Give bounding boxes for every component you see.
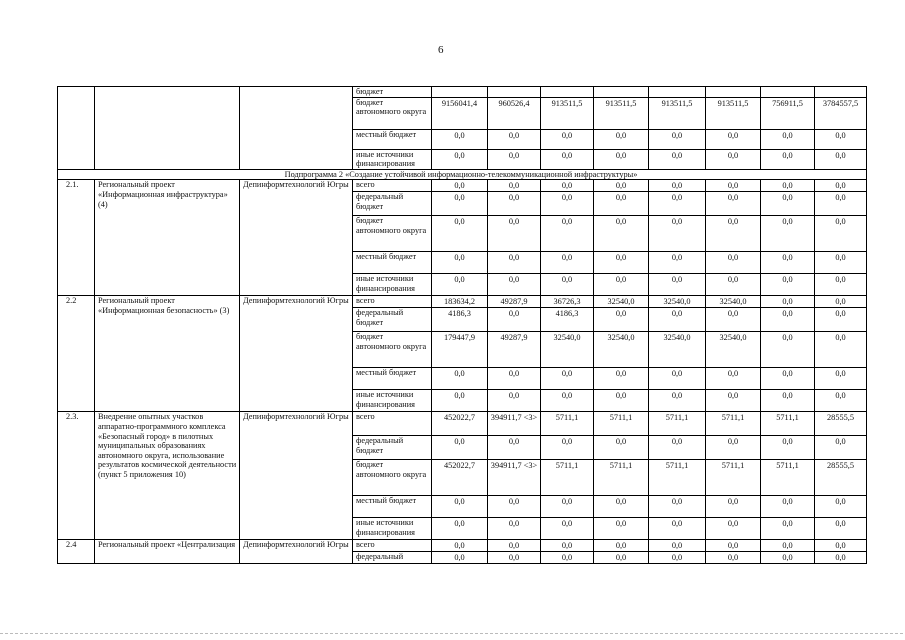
value-cell: 0,0: [594, 518, 649, 540]
value-cell: 5711,1: [649, 460, 706, 496]
value-cell: 0,0: [761, 192, 815, 216]
value-cell: 0,0: [761, 518, 815, 540]
value-cell: 0,0: [815, 368, 867, 390]
source-cell: бюджет автономного округа: [353, 460, 432, 496]
value-cell: 0,0: [541, 390, 594, 412]
value-cell: 0,0: [432, 252, 488, 274]
source-cell: местный бюджет: [353, 129, 432, 149]
value-cell: 0,0: [432, 129, 488, 149]
source-cell: бюджет: [353, 87, 432, 98]
page-number: 6: [438, 44, 444, 56]
value-cell: 452022,7: [432, 460, 488, 496]
row-executor-cell: Депинформтехнологий Югры: [240, 296, 353, 412]
value-cell: 0,0: [488, 496, 541, 518]
value-cell: 0,0: [541, 129, 594, 149]
value-cell: 0,0: [706, 540, 761, 552]
value-cell: 0,0: [541, 192, 594, 216]
value-cell: 32540,0: [649, 332, 706, 368]
value-cell: 32540,0: [594, 296, 649, 308]
value-cell: 32540,0: [594, 332, 649, 368]
value-cell: 0,0: [761, 180, 815, 192]
value-cell: [488, 87, 541, 98]
value-cell: 0,0: [488, 149, 541, 169]
value-cell: 0,0: [649, 192, 706, 216]
value-cell: 5711,1: [541, 412, 594, 436]
source-cell: федеральный бюджет: [353, 308, 432, 332]
value-cell: 0,0: [594, 496, 649, 518]
value-cell: 0,0: [706, 149, 761, 169]
value-cell: 0,0: [488, 216, 541, 252]
value-cell: 0,0: [488, 390, 541, 412]
value-cell: [761, 87, 815, 98]
value-cell: [815, 87, 867, 98]
value-cell: 0,0: [432, 390, 488, 412]
value-cell: 0,0: [815, 180, 867, 192]
value-cell: 0,0: [432, 192, 488, 216]
value-cell: 0,0: [432, 496, 488, 518]
value-cell: 0,0: [815, 296, 867, 308]
row-executor-cell: Депинформтехнологий Югры: [240, 540, 353, 563]
budget-table: [57, 86, 867, 564]
value-cell: 0,0: [541, 540, 594, 552]
source-cell: всего: [353, 180, 432, 192]
value-cell: 0,0: [649, 216, 706, 252]
value-cell: 0,0: [541, 496, 594, 518]
row-name-cell: Внедрение опытных участков аппаратно-программного комплекса «Безопасный город» в пилотных муниципальных образованиях автономного округа, использование результатов космической деятельности (пункт 5 приложения 10): [95, 412, 240, 540]
value-cell: 0,0: [594, 551, 649, 563]
value-cell: 0,0: [594, 149, 649, 169]
value-cell: 0,0: [594, 368, 649, 390]
value-cell: 0,0: [649, 129, 706, 149]
value-cell: 28555,5: [815, 460, 867, 496]
value-cell: 0,0: [594, 540, 649, 552]
value-cell: 0,0: [815, 518, 867, 540]
value-cell: [541, 87, 594, 98]
table-row: [58, 412, 867, 436]
value-cell: [594, 87, 649, 98]
value-cell: 0,0: [649, 308, 706, 332]
value-cell: 5711,1: [649, 412, 706, 436]
value-cell: 5711,1: [761, 460, 815, 496]
value-cell: 0,0: [761, 496, 815, 518]
value-cell: 0,0: [706, 551, 761, 563]
value-cell: 0,0: [706, 180, 761, 192]
value-cell: 0,0: [649, 436, 706, 460]
value-cell: 452022,7: [432, 412, 488, 436]
value-cell: 179447,9: [432, 332, 488, 368]
value-cell: 0,0: [541, 252, 594, 274]
source-cell: бюджет автономного округа: [353, 97, 432, 129]
source-cell: местный бюджет: [353, 496, 432, 518]
source-cell: бюджет автономного округа: [353, 216, 432, 252]
value-cell: 0,0: [649, 252, 706, 274]
value-cell: 5711,1: [761, 412, 815, 436]
value-cell: 0,0: [649, 496, 706, 518]
value-cell: 0,0: [541, 436, 594, 460]
value-cell: 0,0: [488, 308, 541, 332]
value-cell: 0,0: [815, 216, 867, 252]
value-cell: 0,0: [432, 551, 488, 563]
value-cell: 0,0: [432, 149, 488, 169]
value-cell: 0,0: [761, 216, 815, 252]
source-cell: федеральный бюджет: [353, 192, 432, 216]
value-cell: 0,0: [761, 149, 815, 169]
row-name-cell: Региональный проект «Централизация: [95, 540, 240, 563]
value-cell: 0,0: [541, 180, 594, 192]
value-cell: 0,0: [815, 274, 867, 296]
value-cell: 4186,3: [432, 308, 488, 332]
value-cell: 0,0: [541, 518, 594, 540]
value-cell: 0,0: [594, 129, 649, 149]
value-cell: 0,0: [706, 496, 761, 518]
value-cell: 183634,2: [432, 296, 488, 308]
source-cell: иные источники финансирования: [353, 518, 432, 540]
value-cell: 0,0: [432, 368, 488, 390]
value-cell: 0,0: [649, 390, 706, 412]
value-cell: 394911,7 <3>: [488, 412, 541, 436]
value-cell: 0,0: [706, 390, 761, 412]
value-cell: 28555,5: [815, 412, 867, 436]
value-cell: 0,0: [761, 252, 815, 274]
value-cell: 5711,1: [594, 460, 649, 496]
row-name-cell: [95, 87, 240, 170]
value-cell: 32540,0: [706, 296, 761, 308]
value-cell: 0,0: [432, 518, 488, 540]
source-cell: всего: [353, 296, 432, 308]
value-cell: 0,0: [649, 149, 706, 169]
value-cell: 0,0: [706, 308, 761, 332]
value-cell: 0,0: [594, 436, 649, 460]
value-cell: 0,0: [706, 216, 761, 252]
value-cell: 0,0: [541, 149, 594, 169]
value-cell: 0,0: [432, 180, 488, 192]
value-cell: 0,0: [541, 216, 594, 252]
value-cell: 0,0: [488, 252, 541, 274]
value-cell: 0,0: [432, 274, 488, 296]
value-cell: 0,0: [488, 274, 541, 296]
row-name-cell: Региональный проект «Информационная инфраструктура» (4): [95, 180, 240, 296]
value-cell: 0,0: [761, 368, 815, 390]
value-cell: 0,0: [761, 332, 815, 368]
value-cell: 5711,1: [706, 460, 761, 496]
table-row: [58, 180, 867, 192]
source-cell: федеральный бюджет: [353, 436, 432, 460]
value-cell: 0,0: [815, 496, 867, 518]
value-cell: 0,0: [761, 551, 815, 563]
value-cell: 960526,4: [488, 97, 541, 129]
source-cell: местный бюджет: [353, 252, 432, 274]
value-cell: 5711,1: [594, 412, 649, 436]
value-cell: 0,0: [649, 274, 706, 296]
value-cell: 0,0: [761, 436, 815, 460]
value-cell: 0,0: [649, 551, 706, 563]
row-executor-cell: Депинформтехнологий Югры: [240, 412, 353, 540]
value-cell: 32540,0: [649, 296, 706, 308]
value-cell: 0,0: [488, 180, 541, 192]
value-cell: 0,0: [432, 436, 488, 460]
row-code-cell: [58, 87, 95, 170]
value-cell: [432, 87, 488, 98]
value-cell: 0,0: [706, 274, 761, 296]
value-cell: 0,0: [761, 540, 815, 552]
value-cell: 913511,5: [706, 97, 761, 129]
value-cell: 0,0: [488, 129, 541, 149]
value-cell: 4186,3: [541, 308, 594, 332]
value-cell: 49287,9: [488, 332, 541, 368]
value-cell: 9156041,4: [432, 97, 488, 129]
subprogram-title: Подпрограмма 2 «Создание устойчивой информационно-телекоммуникационной инфраструктуры»: [58, 169, 867, 180]
value-cell: 0,0: [649, 540, 706, 552]
value-cell: 0,0: [594, 252, 649, 274]
scan-edge: [0, 633, 905, 634]
value-cell: 0,0: [488, 518, 541, 540]
value-cell: 0,0: [488, 192, 541, 216]
value-cell: 0,0: [706, 368, 761, 390]
value-cell: 0,0: [488, 540, 541, 552]
source-cell: иные источники финансирования: [353, 274, 432, 296]
value-cell: 0,0: [761, 308, 815, 332]
row-code-cell: 2.4: [58, 540, 95, 563]
table-body: [58, 87, 867, 564]
value-cell: 5711,1: [541, 460, 594, 496]
value-cell: 0,0: [706, 129, 761, 149]
value-cell: 0,0: [761, 129, 815, 149]
source-cell: местный бюджет: [353, 368, 432, 390]
value-cell: 0,0: [594, 180, 649, 192]
value-cell: 913511,5: [594, 97, 649, 129]
value-cell: 0,0: [432, 216, 488, 252]
value-cell: [649, 87, 706, 98]
value-cell: 0,0: [541, 274, 594, 296]
value-cell: 0,0: [815, 332, 867, 368]
value-cell: 32540,0: [541, 332, 594, 368]
value-cell: 0,0: [649, 180, 706, 192]
value-cell: 0,0: [649, 518, 706, 540]
value-cell: 0,0: [488, 368, 541, 390]
source-cell: всего: [353, 412, 432, 436]
value-cell: 0,0: [594, 216, 649, 252]
table-row: [58, 540, 867, 552]
table-row: [58, 296, 867, 308]
value-cell: 0,0: [815, 390, 867, 412]
table-row: [58, 87, 867, 98]
value-cell: 913511,5: [541, 97, 594, 129]
source-cell: бюджет автономного округа: [353, 332, 432, 368]
value-cell: 0,0: [541, 368, 594, 390]
value-cell: 0,0: [761, 296, 815, 308]
value-cell: 32540,0: [706, 332, 761, 368]
value-cell: 0,0: [706, 518, 761, 540]
value-cell: 394911,7 <3>: [488, 460, 541, 496]
value-cell: 0,0: [541, 551, 594, 563]
value-cell: 0,0: [488, 436, 541, 460]
value-cell: 0,0: [815, 252, 867, 274]
value-cell: 0,0: [594, 192, 649, 216]
row-name-cell: Региональный проект «Информационная безопасность» (3): [95, 296, 240, 412]
value-cell: 756911,5: [761, 97, 815, 129]
value-cell: 0,0: [815, 308, 867, 332]
source-cell: иные источники финансирования: [353, 149, 432, 169]
value-cell: 0,0: [706, 252, 761, 274]
value-cell: 0,0: [594, 390, 649, 412]
value-cell: 0,0: [488, 551, 541, 563]
value-cell: 0,0: [815, 436, 867, 460]
source-cell: иные источники финансирования: [353, 390, 432, 412]
value-cell: 3784557,5: [815, 97, 867, 129]
value-cell: 49287,9: [488, 296, 541, 308]
value-cell: 0,0: [815, 149, 867, 169]
value-cell: 0,0: [706, 192, 761, 216]
value-cell: 0,0: [432, 540, 488, 552]
value-cell: 0,0: [761, 274, 815, 296]
source-cell: федеральный: [353, 551, 432, 563]
row-code-cell: 2.3.: [58, 412, 95, 540]
row-code-cell: 2.1.: [58, 180, 95, 296]
value-cell: 0,0: [594, 274, 649, 296]
subprogram-row: [58, 169, 867, 180]
row-executor-cell: Депинформтехнологий Югры: [240, 180, 353, 296]
value-cell: 913511,5: [649, 97, 706, 129]
value-cell: 36726,3: [541, 296, 594, 308]
value-cell: 0,0: [706, 436, 761, 460]
value-cell: 0,0: [761, 390, 815, 412]
value-cell: 0,0: [815, 551, 867, 563]
value-cell: 5711,1: [706, 412, 761, 436]
source-cell: всего: [353, 540, 432, 552]
value-cell: 0,0: [815, 192, 867, 216]
row-executor-cell: [240, 87, 353, 170]
value-cell: 0,0: [594, 308, 649, 332]
value-cell: [706, 87, 761, 98]
value-cell: 0,0: [815, 540, 867, 552]
value-cell: 0,0: [649, 368, 706, 390]
row-code-cell: 2.2: [58, 296, 95, 412]
value-cell: 0,0: [815, 129, 867, 149]
